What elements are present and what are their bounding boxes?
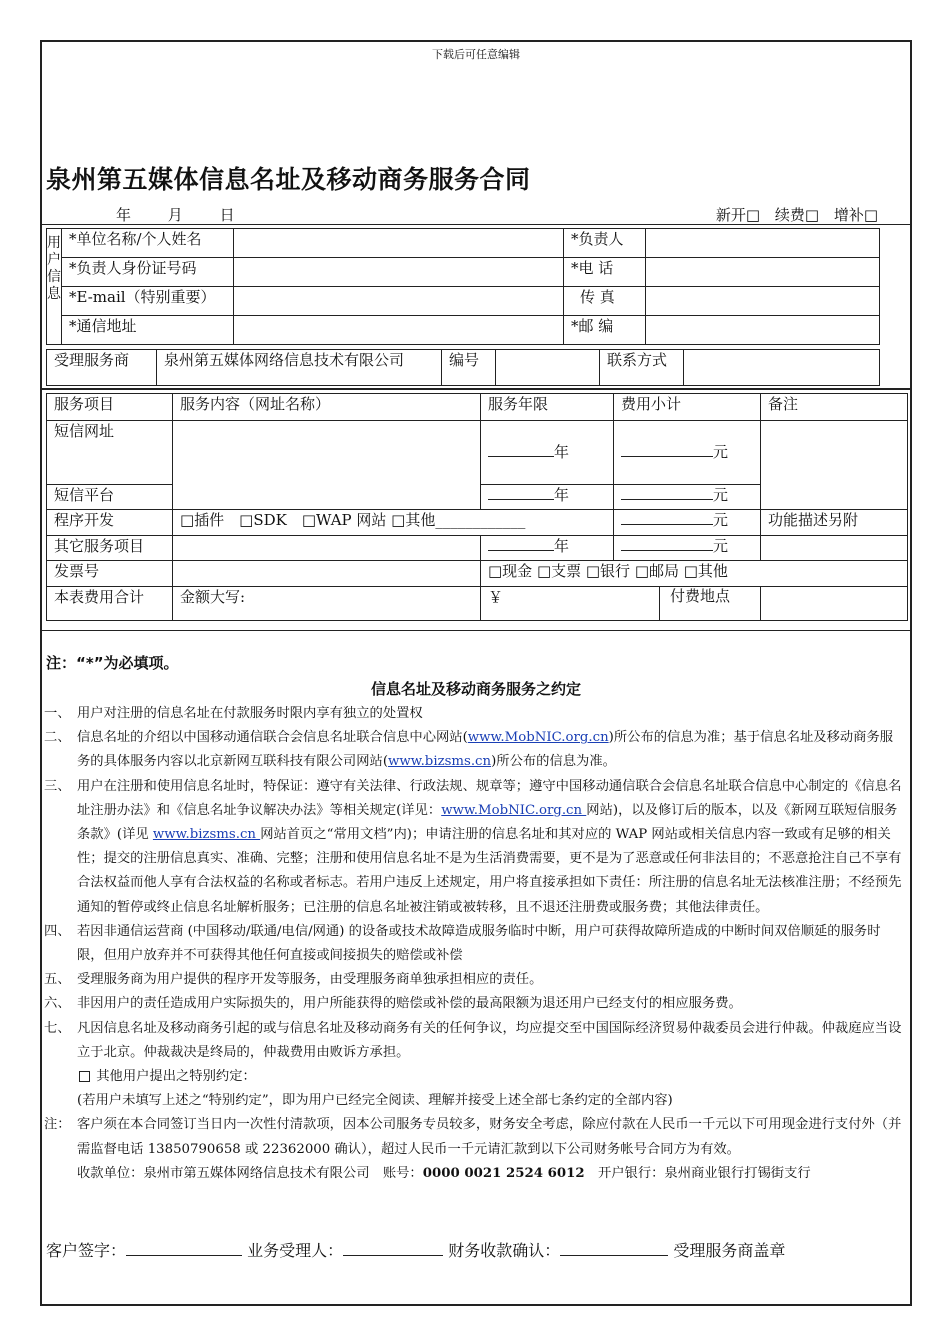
finance-label: 财务收款确认： bbox=[448, 1241, 561, 1260]
email-field[interactable] bbox=[234, 287, 564, 316]
bizsms-link-2[interactable]: www.bizsms.cn bbox=[152, 827, 261, 843]
services-table bbox=[46, 393, 908, 621]
account-number: 0000 0021 2524 6012 bbox=[422, 1165, 585, 1181]
status-new[interactable]: 新开□ bbox=[715, 206, 761, 224]
remark-dev: 功能描述另附 bbox=[761, 510, 908, 536]
required-note: 注：“*”为必填项。 bbox=[46, 654, 179, 672]
number-label: 编号 bbox=[442, 350, 496, 386]
account-info: 收款单位：泉州市第五媒体网络信息技术有限公司 账号：0000 0021 2524 6012 开户银行：泉州商业银行打锡街支行 bbox=[77, 1165, 811, 1181]
header-fee-subtotal: 费用小计 bbox=[614, 394, 761, 421]
top-note: 下载后可任意编辑 bbox=[432, 48, 520, 61]
clause-2: 二、 信息名址的介绍以中国移动通信联合会信息名址联合信息中心网站(www.MobNIC.org.cn)所公布的信息为准；基于信息名址及移动商务服务的具体服务内容以北京新网互联科技有限公司网站(www.bizsms.cn)所公布的信息为准。 bbox=[44, 730, 894, 770]
user-info-label: 用 户 信 息 bbox=[47, 229, 62, 345]
unit-name-label: *单位名称/个人姓名 bbox=[62, 229, 234, 258]
pay-place-label: 付费地点 bbox=[659, 587, 730, 620]
postcode-field[interactable] bbox=[646, 316, 880, 345]
person-in-charge-field[interactable] bbox=[646, 229, 880, 258]
row-program-dev: 程序开发 bbox=[47, 510, 173, 536]
date-row bbox=[116, 204, 267, 225]
agreement-clauses bbox=[44, 702, 902, 1186]
email-label: *E-mail（特别重要） bbox=[62, 287, 234, 316]
row-sms-platform: 短信平台 bbox=[47, 485, 173, 510]
sms-platform-fee[interactable]: 元 bbox=[614, 485, 761, 510]
provider-table bbox=[46, 349, 880, 386]
mobnic-link[interactable]: www.MobNIC.org.cn bbox=[467, 730, 609, 746]
customer-signature-field[interactable] bbox=[126, 1242, 242, 1256]
dev-options[interactable]: □插件 □SDK □WAP 网站 □其他____________ bbox=[173, 510, 614, 536]
special-terms-note: (若用户未填写上述之“特别约定”，即为用户已经完全阅读、理解并接受上述全部七条约定的全部内容) bbox=[77, 1093, 673, 1109]
address-field[interactable] bbox=[234, 316, 564, 345]
contact-label: 联系方式 bbox=[600, 350, 684, 386]
amount-in-words[interactable]: 金额大写: bbox=[173, 587, 481, 621]
address-label: *通信地址 bbox=[62, 316, 234, 345]
contract-page bbox=[40, 40, 912, 1306]
other-fee[interactable]: 元 bbox=[614, 536, 761, 561]
contract-title: 泉州第五媒体信息名址及移动商务服务合同 bbox=[46, 165, 531, 194]
provider-value: 泉州第五媒体网络信息技术有限公司 bbox=[157, 350, 442, 386]
agent-field[interactable] bbox=[343, 1242, 443, 1256]
finance-field[interactable] bbox=[560, 1242, 668, 1256]
currency-amount[interactable]: ￥ 付费地点 bbox=[481, 587, 761, 621]
id-number-label: *负责人身份证号码 bbox=[62, 258, 234, 287]
header-remark: 备注 bbox=[761, 394, 908, 421]
pay-place-field[interactable] bbox=[761, 587, 908, 621]
status-renew[interactable]: 续费□ bbox=[774, 206, 820, 224]
agent-label: 业务受理人： bbox=[247, 1241, 344, 1260]
payment-options[interactable]: □现金 □支票 □银行 □邮局 □其他 bbox=[481, 561, 908, 587]
other-term[interactable]: 年 bbox=[481, 536, 614, 561]
status-options bbox=[706, 204, 878, 225]
fax-label: 传 真 bbox=[564, 287, 646, 316]
sms-url-term[interactable]: 年 bbox=[481, 421, 614, 485]
invoice-field[interactable] bbox=[173, 561, 481, 587]
header-service-term: 服务年限 bbox=[481, 394, 614, 421]
provider-label: 受理服务商 bbox=[47, 350, 157, 386]
header-service-item: 服务项目 bbox=[47, 394, 173, 421]
postcode-label: *邮 编 bbox=[564, 316, 646, 345]
clause-3: 三、 用户在注册和使用信息名址时，特保证：遵守有关法律、行政法规、规章等；遵守中国移动通信联合会信息名址联合信息中心制定的《信息名址注册办法》和《信息名址争议解决办法》等相关规定(详见：www.MobNIC.org.cn 网站)，以及修订后的版本，以及《新网互联短信服务条款》(详见 www.bizsms.cn 网站首页之“常用文档”内)；申请注册的信息名址和其对应的 WAP 网站或相关信息内容一致或有足够的相关性；提交的注册信息真实、准确、完整；注册和使用信息名址不是为生活消费需要，更不是为了恶意或任何非法目的；不恶意抢注自己不享有合法权益而他人享有合法权益的名称或者标志。若用户违反上述规定，用户将直接承担如下责任：所注册的信息名址无法核准注册；不经预先通知的暂停或终止信息名址解析服务；已注册的信息名址被注销或被转移，且不退还注册费或服务费；其他法律责任。 bbox=[44, 778, 902, 915]
fax-field[interactable] bbox=[646, 287, 880, 316]
row-sms-url: 短信网址 bbox=[47, 421, 173, 485]
row-total: 本表费用合计 bbox=[47, 587, 173, 621]
payment-note: 注： 客户须在本合同签订当日内一次性付清款项，因本公司服务专员较多，财务安全考虑，除应付款在人民币一千元以下可用现金进行支付外（并需监督电话 13850790658 或 22362000 确认），超过人民币一千元请汇款到以下公司财务帐号合同方为有效。 bbox=[44, 1117, 902, 1157]
row-other-services: 其它服务项目 bbox=[47, 536, 173, 561]
signature-line bbox=[46, 1238, 785, 1261]
clause-5: 五、 受理服务商为用户提供的程序开发等服务，由受理服务商单独承担相应的责任。 bbox=[44, 972, 543, 988]
clause-7: 七、 凡因信息名址及移动商务引起的或与信息名址及移动商务有关的任何争议，均应提交至中国国际经济贸易仲裁委员会进行仲裁。仲裁庭应当设立于北京。仲裁裁决是终局的，仲裁费用由败诉方承担。 bbox=[44, 1020, 902, 1060]
sms-platform-term[interactable]: 年 bbox=[481, 485, 614, 510]
sms-content-field[interactable] bbox=[173, 421, 481, 510]
phone-label: *电 话 bbox=[564, 258, 646, 287]
program-dev-fee[interactable]: 元 bbox=[614, 510, 761, 536]
bizsms-link[interactable]: www.bizsms.cn bbox=[388, 754, 492, 770]
unit-name-field[interactable] bbox=[234, 229, 564, 258]
other-remark-field[interactable] bbox=[761, 536, 908, 561]
special-terms-checkbox[interactable] bbox=[79, 1071, 90, 1082]
other-content-field[interactable] bbox=[173, 536, 481, 561]
number-field[interactable] bbox=[496, 350, 600, 386]
stamp-label: 受理服务商盖章 bbox=[673, 1241, 786, 1260]
clause-1: 一、 用户对注册的信息名址在付款服务时限内享有独立的处置权 bbox=[44, 706, 423, 721]
header-service-content: 服务内容（网址名称） bbox=[173, 394, 481, 421]
phone-field[interactable] bbox=[646, 258, 880, 287]
date-year: 年 bbox=[116, 206, 132, 224]
agreement-title: 信息名址及移动商务服务之约定 bbox=[370, 680, 581, 698]
customer-signature-label: 客户签字： bbox=[46, 1241, 127, 1260]
user-info-table bbox=[46, 228, 880, 345]
clause-4: 四、 若因非通信运营商 (中国移动/联通/电信/网通) 的设备或技术故障造成服务临时中断，用户可获得故障所造成的中断时间双倍顺延的服务时限，但用户放弃并不可获得其他任何直接或间接损失的赔偿或补偿 bbox=[44, 923, 881, 964]
status-supplement[interactable]: 增补□ bbox=[833, 206, 878, 224]
mobnic-link-2[interactable]: www.MobNIC.org.cn bbox=[441, 802, 587, 818]
row-invoice: 发票号 bbox=[47, 561, 173, 587]
sms-url-fee[interactable]: 元 bbox=[614, 421, 761, 485]
date-day: 日 bbox=[219, 206, 235, 224]
clause-6: 六、 非因用户的责任造成用户实际损失的，用户所能获得的赔偿或补偿的最高限额为退还用户已经支付的相应服务费。 bbox=[44, 996, 742, 1012]
remark-field[interactable] bbox=[761, 421, 908, 510]
contact-field[interactable] bbox=[684, 350, 880, 386]
date-month: 月 bbox=[167, 206, 183, 224]
person-in-charge-label: *负责人 bbox=[564, 229, 646, 258]
id-number-field[interactable] bbox=[234, 258, 564, 287]
special-terms: 其他用户提出之特别约定： bbox=[44, 1065, 902, 1089]
